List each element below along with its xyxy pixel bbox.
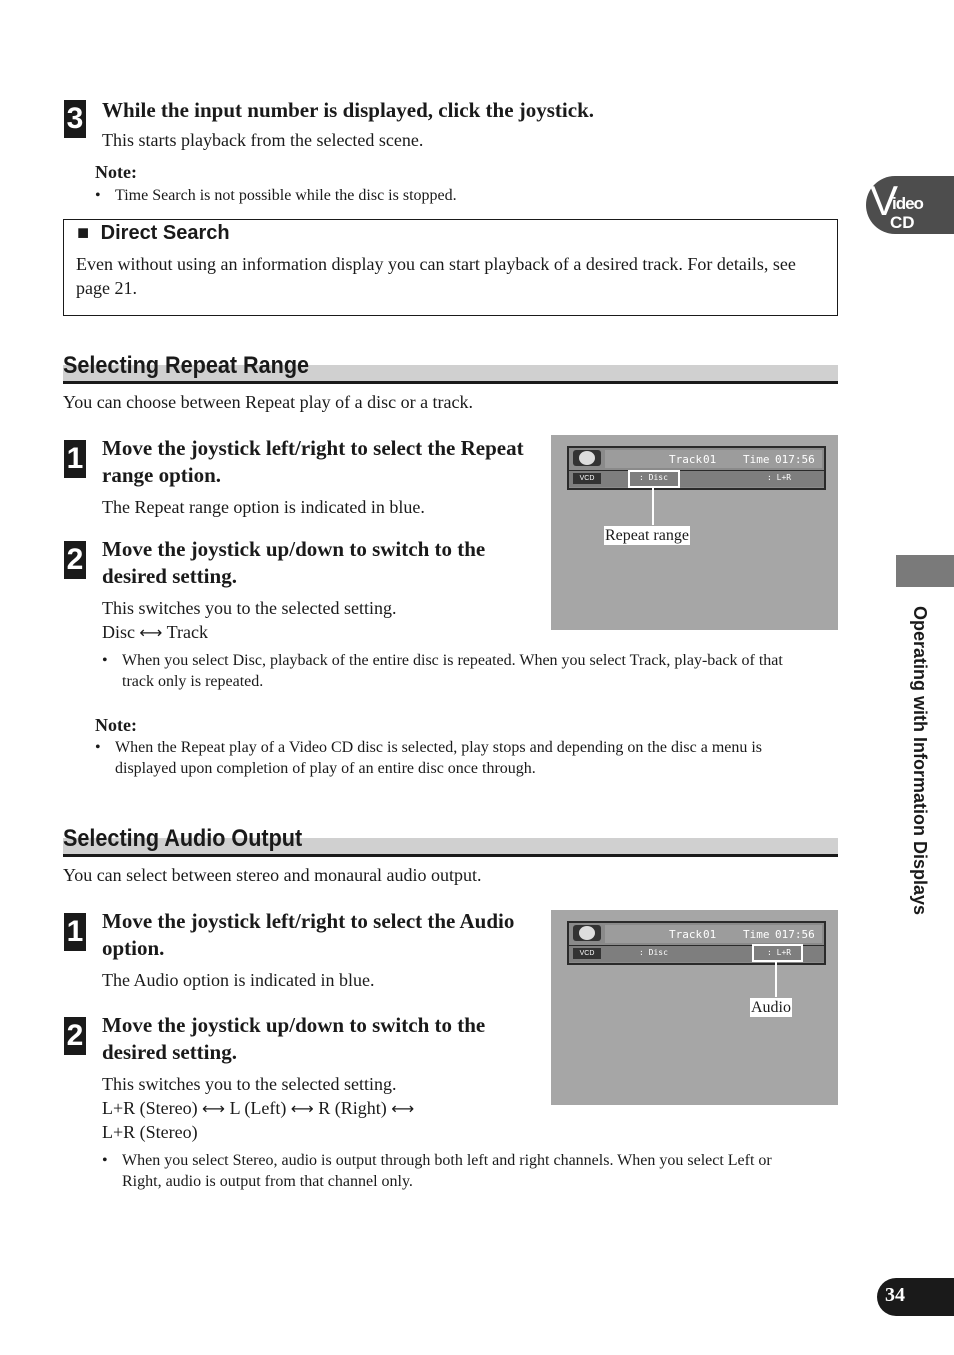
tab-small-text: ideo (892, 194, 923, 213)
osd-time-label: Time (743, 928, 770, 941)
step-body: This switches you to the selected setting. (102, 598, 397, 618)
option-track: Track (166, 622, 208, 642)
option-left: L (Left) (229, 1098, 287, 1118)
step-body: The Audio option is indicated in blue. (102, 970, 375, 990)
vcd-badge: VCD (573, 473, 601, 484)
option-stereo: L+R (Stereo) (102, 1098, 198, 1118)
option-disc: Disc (102, 622, 135, 642)
step-number: 2 (64, 1017, 86, 1055)
bullet-text: When you select Disc, playback of the entire disc is repeated. When you select Track, play-back of that track only is repeated. (122, 652, 783, 690)
osd-repeat-value: : Disc (639, 948, 668, 957)
osd-track-value: 01 (703, 928, 717, 941)
section-header-audio (63, 825, 838, 861)
direct-search-heading (77, 222, 230, 245)
page-number-tab (877, 1278, 954, 1316)
step-body: The Repeat range option is indicated in blue. (102, 497, 425, 517)
section-intro: You can select between stereo and monaural audio output. (63, 865, 482, 885)
vertical-chapter-label-box (908, 606, 932, 1006)
tab-cd-text: CD (890, 213, 915, 232)
highlight-box (752, 944, 803, 962)
note-label: Note: (95, 162, 137, 182)
callout-line (775, 961, 777, 997)
step-title: Move the joystick up/down to switch to the desired setting. (102, 537, 486, 588)
osd-audio-value: : L+R (767, 473, 792, 482)
step-title: While the input number is displayed, click the joystick. (102, 98, 595, 122)
osd-track-label: Track (669, 453, 703, 466)
osd-track-label: Track (669, 928, 703, 941)
square-bullet-icon: ■ (77, 222, 90, 244)
disc-icon (573, 450, 601, 466)
audio-screen-illustration (551, 910, 838, 1105)
step-number: 1 (64, 913, 86, 951)
highlight-box (628, 470, 680, 488)
callout-label: Audio (751, 999, 791, 1016)
tab-big-letter: V (870, 177, 899, 224)
osd-track-value: 01 (703, 453, 717, 466)
step-number: 1 (64, 440, 86, 478)
disc-icon (573, 925, 601, 941)
step-title: Move the joystick left/right to select the Audio option. (102, 909, 515, 960)
step-body: This switches you to the selected setting. (102, 1074, 397, 1094)
double-arrow-icon: ⟷ (202, 1099, 226, 1118)
step-title: Move the joystick up/down to switch to the desired setting. (102, 1013, 486, 1064)
section-header-repeat (63, 352, 838, 388)
section-title: Selecting Repeat Range (63, 352, 310, 379)
page-number: 34 (885, 1284, 905, 1306)
setting-sequence (102, 1096, 502, 1121)
step-number: 3 (64, 100, 86, 138)
bullet-text: When you select Stereo, audio is output through both left and right channels. When you select Left or Right, audio is output from that channel only. (122, 1152, 772, 1190)
section-title: Selecting Audio Output (63, 825, 303, 852)
section-intro: You can choose between Repeat play of a disc or a track. (63, 392, 474, 412)
osd-time-value: 017:56 (775, 928, 815, 941)
callout-line (652, 487, 654, 525)
setting-sequence (102, 620, 208, 645)
osd-time-value: 017:56 (775, 453, 815, 466)
direct-search-body: Even without using an information display you can start playback of a desired track. For details, see page 21. (76, 254, 796, 298)
direct-search-title: Direct Search (100, 222, 230, 244)
note-label: Note: (95, 715, 137, 735)
note-bullet-text: Time Search is not possible while the disc is stopped. (115, 187, 457, 204)
step-number: 2 (64, 541, 86, 579)
osd-repeat-value: : Disc (639, 473, 668, 482)
osd-audio-value: : L+R (767, 948, 792, 957)
chapter-tab (896, 555, 954, 587)
step-body: This starts playback from the selected scene. (102, 130, 424, 150)
direct-search-box (63, 219, 838, 316)
video-cd-tab (866, 176, 954, 234)
osd-bar (567, 446, 826, 490)
double-arrow-icon: ⟷ (139, 623, 163, 642)
option-right: R (Right) (318, 1098, 387, 1118)
step-title: Move the joystick left/right to select the Repeat range option. (102, 436, 524, 487)
note-bullet-text: When the Repeat play of a Video CD disc is selected, play stops and depending on the disc a menu is displayed upon completion of play of an entire disc once through. (115, 739, 763, 777)
osd-time-label: Time (743, 453, 770, 466)
double-arrow-icon: ⟷ (290, 1099, 314, 1118)
repeat-screen-illustration (551, 435, 838, 630)
callout-label: Repeat range (605, 527, 689, 544)
double-arrow-icon: ⟷ (391, 1099, 415, 1118)
vcd-badge: VCD (573, 948, 601, 959)
option-stereo-return: L+R (Stereo) (102, 1122, 198, 1142)
vertical-chapter-label: Operating with Information Displays (910, 606, 930, 916)
